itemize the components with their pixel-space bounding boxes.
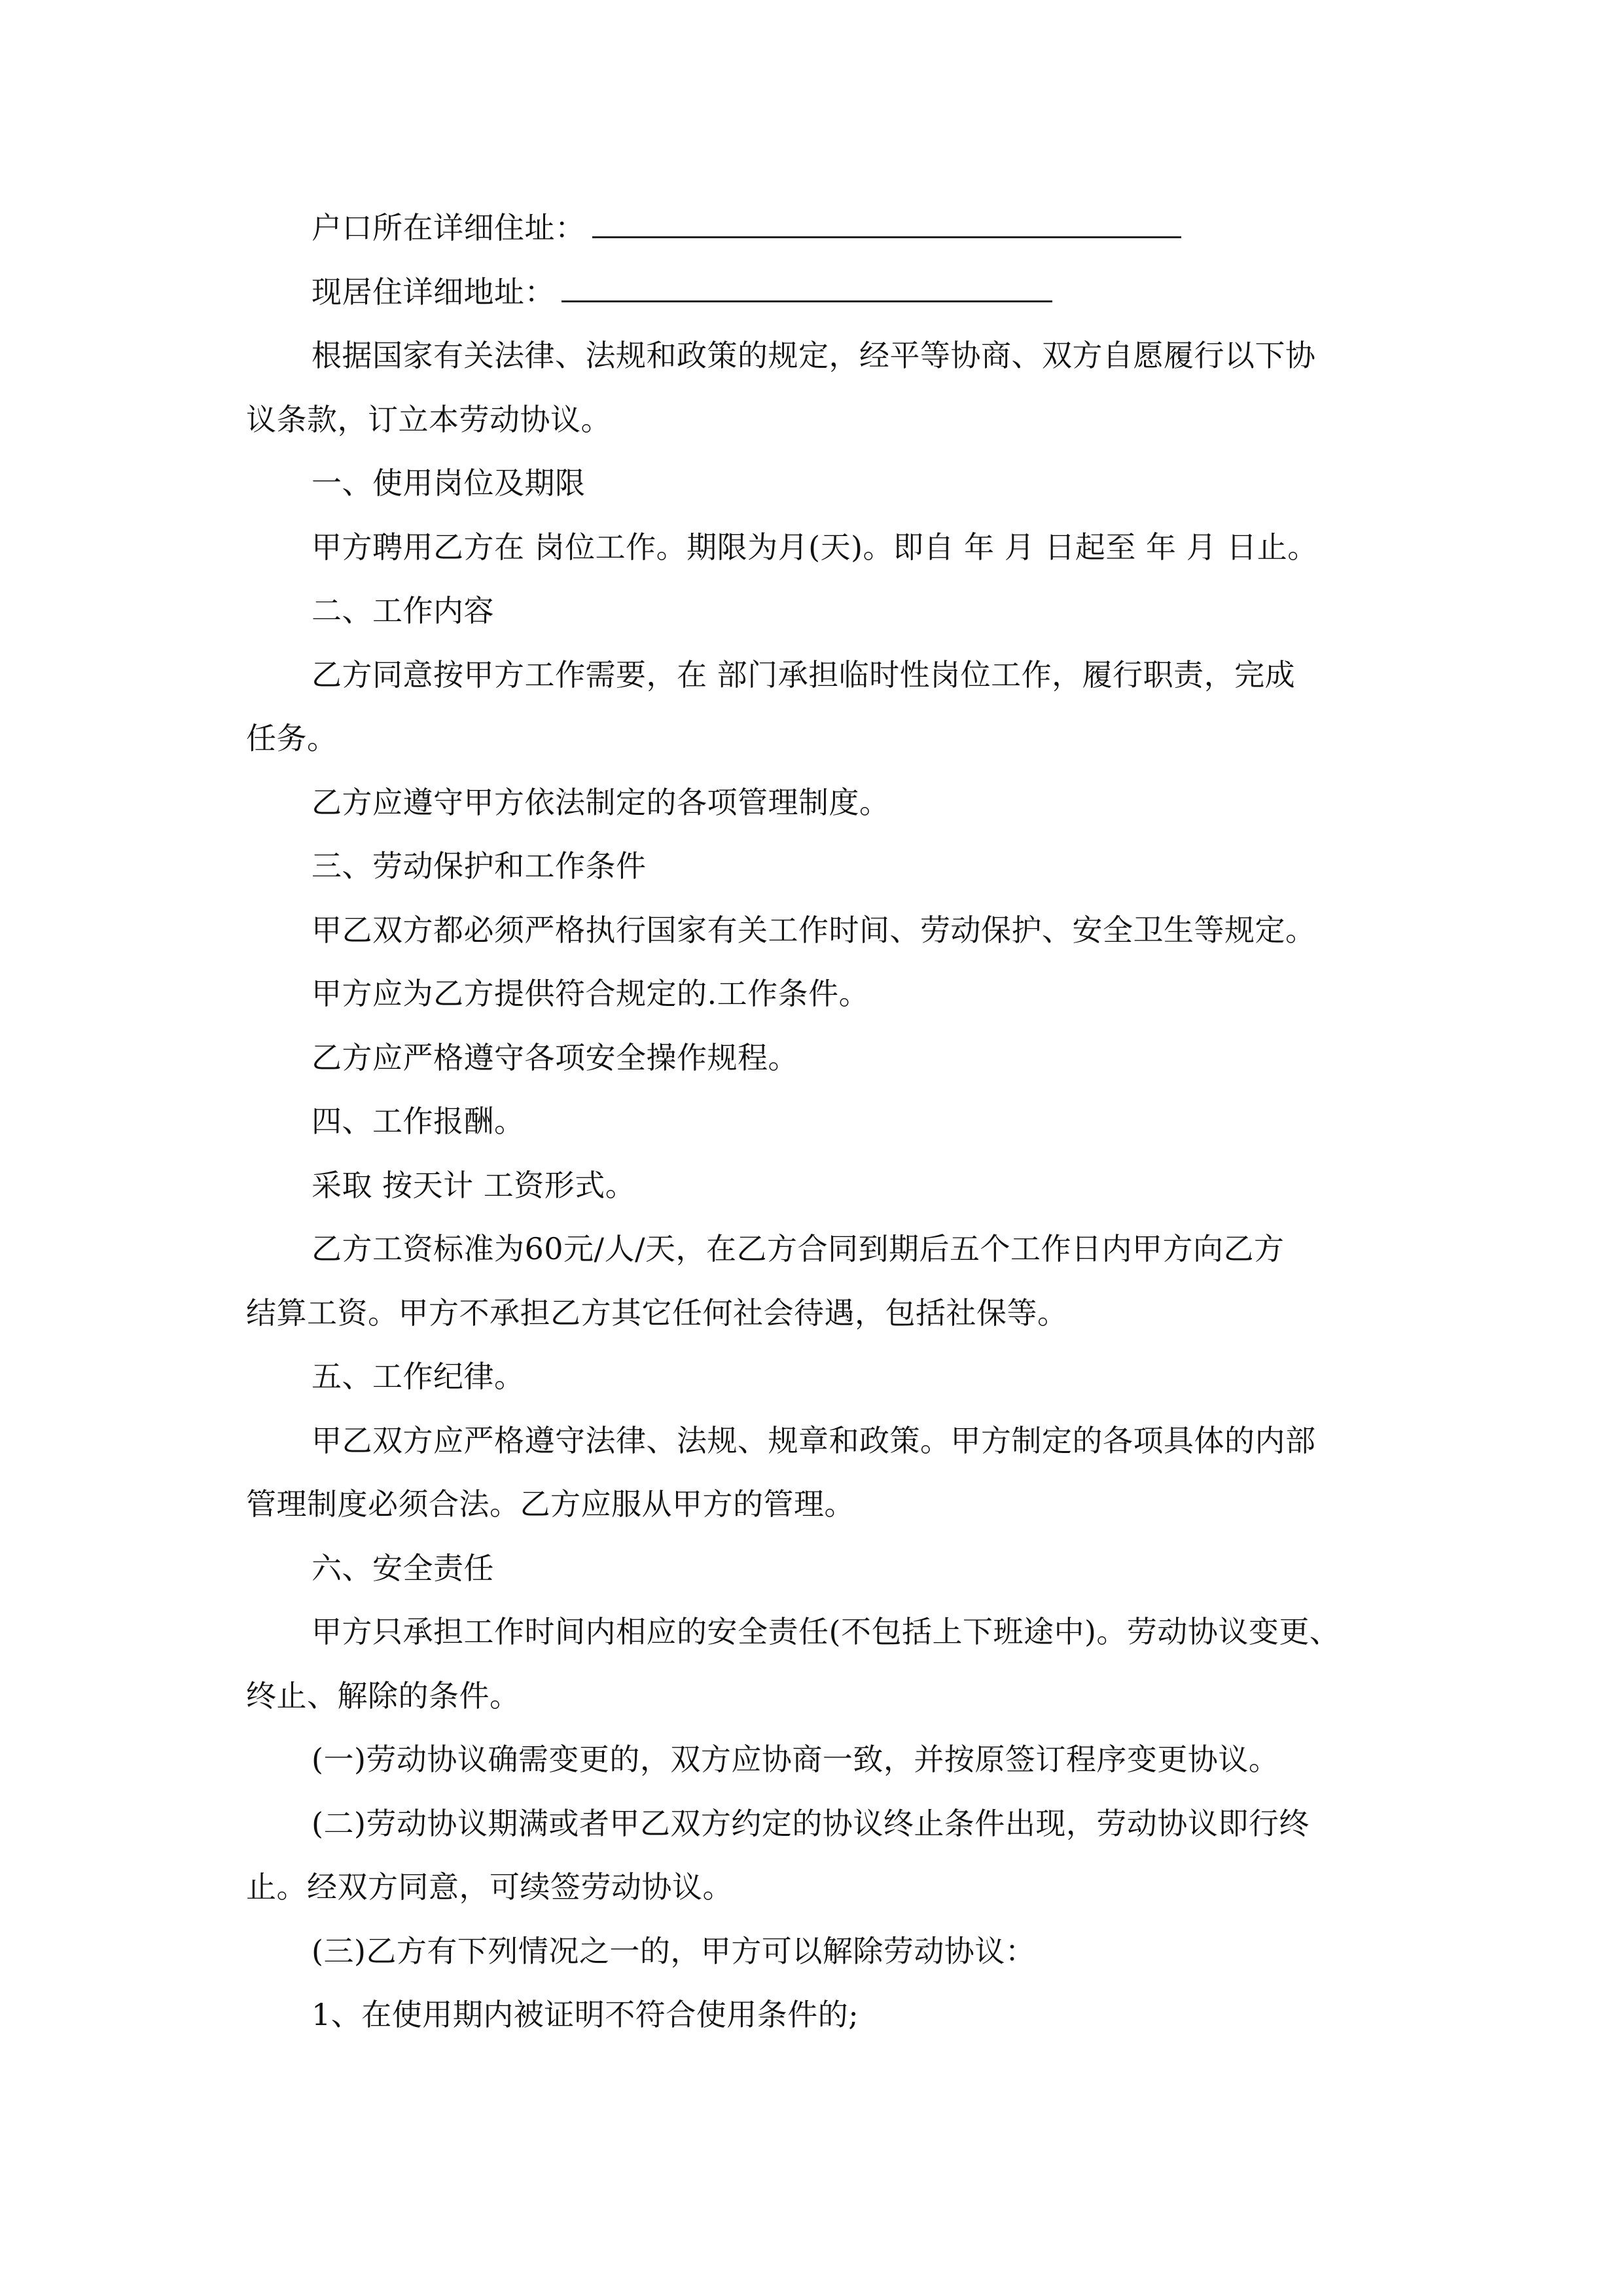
field-current-address bbox=[246, 260, 1393, 325]
blank-underline bbox=[592, 207, 1181, 238]
section-heading: 一、使用岗位及期限 bbox=[312, 465, 586, 501]
section-heading: 二、工作内容 bbox=[312, 593, 494, 628]
paragraph-line: 乙方工资标准为60元/人/天，在乙方合同到期后五个工作日内甲方向乙方 bbox=[312, 1231, 1285, 1266]
section-heading: 五、工作纪律。 bbox=[312, 1359, 525, 1394]
field-hukou-address bbox=[246, 196, 1393, 260]
paragraph-line: 甲乙双方都必须严格执行国家有关工作时间、劳动保护、安全卫生等规定。 bbox=[312, 912, 1316, 948]
paragraph-line: 甲方聘用乙方在 岗位工作。期限为月(天)。即自 年 月 日起至 年 月 日止。 bbox=[312, 529, 1318, 565]
paragraph-line: 乙方应遵守甲方依法制定的各项管理制度。 bbox=[312, 784, 890, 820]
paragraph-line: 终止、解除的条件。 bbox=[246, 1677, 520, 1713]
paragraph-line: 根据国家有关法律、法规和政策的规定，经平等协商、双方自愿履行以下协 bbox=[312, 338, 1316, 373]
paragraph-line: 管理制度必须合法。乙方应服从甲方的管理。 bbox=[246, 1486, 855, 1522]
paragraph-line: (一)劳动协议确需变更的，双方应协商一致，并按原签订程序变更协议。 bbox=[312, 1742, 1279, 1777]
paragraph-line: 议条款，订立本劳动协议。 bbox=[246, 401, 611, 437]
paragraph-line: (三)乙方有下列情况之一的，甲方可以解除劳动协议： bbox=[312, 1933, 1036, 1969]
paragraph-line: 1、在使用期内被证明不符合使用条件的; bbox=[312, 1997, 859, 2032]
paragraph-line: 乙方应严格遵守各项安全操作规程。 bbox=[312, 1039, 798, 1075]
blank-underline bbox=[562, 272, 1052, 302]
paragraph-line: 甲方只承担工作时间内相应的安全责任(不包括上下班途中)。劳动协议变更、 bbox=[312, 1614, 1340, 1649]
paragraph-line: 采取 按天计 工资形式。 bbox=[312, 1167, 636, 1203]
paragraph-line: (二)劳动协议期满或者甲乙双方约定的协议终止条件出现，劳动协议即行终 bbox=[312, 1805, 1310, 1841]
paragraph-line: 乙方同意按甲方工作需要，在 部门承担临时性岗位工作，履行职责，完成 bbox=[312, 656, 1296, 692]
section-heading: 四、工作报酬。 bbox=[312, 1103, 525, 1139]
paragraph-line: 任务。 bbox=[246, 721, 338, 756]
document-body bbox=[246, 196, 1393, 2047]
paragraph-line: 甲乙双方应严格遵守法律、法规、规章和政策。甲方制定的各项具体的内部 bbox=[312, 1422, 1316, 1458]
section-heading: 三、劳动保护和工作条件 bbox=[312, 848, 647, 884]
paragraph-line: 止。经双方同意，可续签劳动协议。 bbox=[246, 1869, 733, 1905]
paragraph-line: 甲方应为乙方提供符合规定的.工作条件。 bbox=[312, 976, 870, 1011]
section-heading: 六、安全责任 bbox=[312, 1550, 494, 1586]
field-label: 户口所在详细住址： bbox=[312, 210, 586, 245]
field-label: 现居住详细地址： bbox=[312, 274, 555, 310]
paragraph-line: 结算工资。甲方不承担乙方其它任何社会待遇，包括社保等。 bbox=[246, 1295, 1068, 1331]
